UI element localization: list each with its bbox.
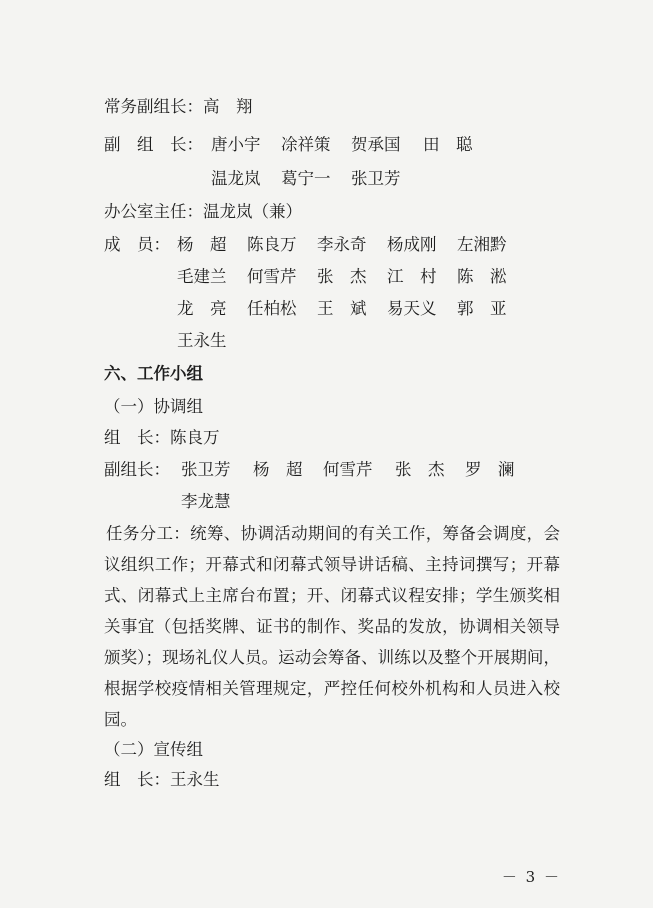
- member-name: 杨成刚: [387, 235, 437, 254]
- group2-leader-row: [104, 769, 220, 791]
- office-row: [104, 201, 302, 223]
- member-name: 李永奇: [317, 235, 367, 254]
- exec-deputy-name: 高 翔: [203, 97, 253, 116]
- deputy-name: 何雪芹: [323, 460, 373, 479]
- group-heading: （二）宣传组: [104, 740, 203, 759]
- deputy-name: 李龙慧: [181, 492, 231, 511]
- office-label: 办公室主任：: [104, 202, 203, 221]
- section-heading: 六、工作小组: [104, 364, 203, 383]
- leader-name: 陈良万: [170, 428, 220, 447]
- deputy-name: 罗 澜: [465, 460, 515, 479]
- member-name: 任柏松: [247, 299, 297, 318]
- deputy-name: 张 杰: [395, 460, 445, 479]
- deputy-name: 温龙岚: [211, 169, 261, 188]
- exec-deputy-label: 常务副组长：: [104, 97, 203, 116]
- member-name: 江 村: [387, 267, 437, 286]
- member-name: 陈良万: [247, 235, 297, 254]
- task-paragraph: 任务分工：统筹、协调活动期间的有关工作，筹备会调度，会议组织工作；开幕式和闭幕式领导讲话稿、主持词撰写；开幕式、闭幕式上主席台布置；开、闭幕式议程安排；学生颁奖相关事宜（包括奖牌、证书的制作、奖品的发放，协调相关领导颁奖）；现场礼仪人员。运动会筹备、训练以及整个开展期间，根据学校疫情相关管理规定，严控任何校外机构和人员进入校园。: [104, 524, 560, 729]
- group1-deputy-label: 副组长：: [104, 460, 170, 479]
- page-number: － 3 －: [501, 868, 561, 886]
- leader-label: 组 长：: [104, 428, 170, 447]
- deputy-name: 张卫芳: [181, 460, 231, 479]
- member-name: 陈 淞: [457, 267, 507, 286]
- member-name: 王永生: [177, 331, 227, 350]
- member-name: 易天义: [387, 299, 437, 318]
- member-name: 郭 亚: [457, 299, 507, 318]
- member-name: 毛建兰: [177, 267, 227, 286]
- group1-leader-row: [104, 427, 220, 449]
- group-heading: （一）协调组: [104, 397, 203, 416]
- deputy-name: 凃祥策: [281, 135, 331, 154]
- member-name: 杨 超: [177, 235, 227, 254]
- members-label: 成 员：: [104, 235, 170, 254]
- deputy-name: 贺承国: [351, 135, 401, 154]
- deputy-label: 副 组 长：: [104, 135, 203, 154]
- office-name: 温龙岚（兼）: [203, 202, 302, 221]
- deputy-name: 杨 超: [253, 460, 303, 479]
- member-name: 何雪芹: [247, 267, 297, 286]
- leader-label: 组 长：: [104, 770, 170, 789]
- deputy-name: 张卫芳: [351, 169, 401, 188]
- member-name: 张 杰: [317, 267, 367, 286]
- member-name: 王 斌: [317, 299, 367, 318]
- member-name: 左湘黔: [457, 235, 507, 254]
- deputy-name: 田 聪: [423, 135, 473, 154]
- leader-name: 王永生: [170, 770, 220, 789]
- deputy-name: 葛宁一: [281, 169, 331, 188]
- member-name: 龙 亮: [177, 299, 227, 318]
- exec-deputy-row: [104, 96, 253, 118]
- deputy-name: 唐小宇: [211, 135, 261, 154]
